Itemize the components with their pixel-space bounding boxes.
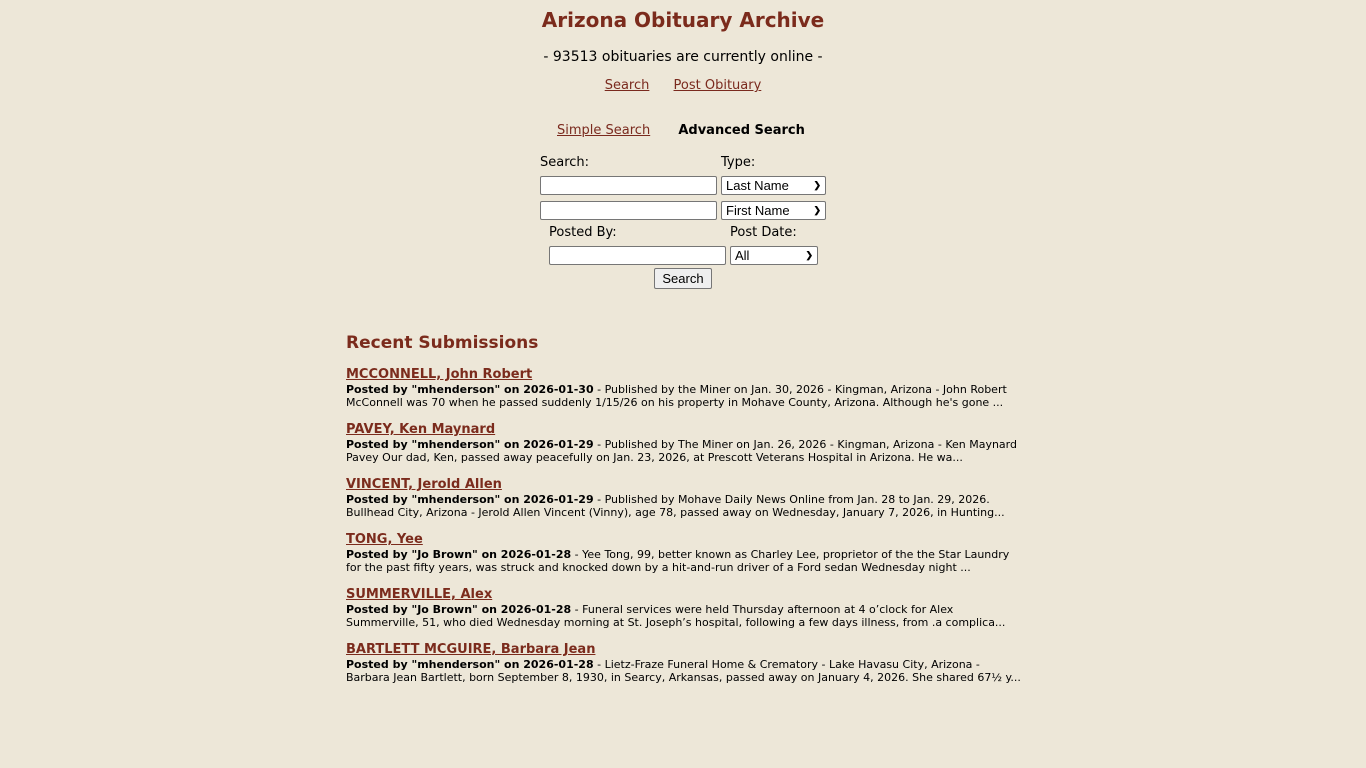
list-item: [346, 642, 1026, 684]
list-item: [346, 422, 1026, 464]
obituary-link[interactable]: PAVEY, Ken Maynard: [346, 422, 496, 437]
obituary-link[interactable]: MCCONNELL, John Robert: [346, 367, 533, 382]
obituary-summary: [346, 658, 1026, 684]
type-select-2-value: First Name: [726, 203, 790, 218]
list-item: [346, 367, 1026, 409]
obituary-link[interactable]: TONG, Yee: [346, 532, 423, 547]
posted-by-info: Posted by "mhenderson" on 2026-01-29: [346, 438, 594, 451]
obituary-summary: [346, 438, 1026, 464]
tab-simple-search[interactable]: Simple Search: [557, 123, 651, 138]
list-item: [346, 532, 1026, 574]
obituary-link[interactable]: SUMMERVILLE, Alex: [346, 587, 493, 602]
posted-by-info: Posted by "mhenderson" on 2026-01-29: [346, 493, 594, 506]
search-label: Search:: [540, 155, 590, 170]
search-submit-button[interactable]: Search: [654, 268, 712, 289]
obituary-summary: [346, 383, 1026, 409]
chevron-down-icon: ❯: [813, 180, 821, 190]
posted-by-info: Posted by "Jo Brown" on 2026-01-28: [346, 548, 572, 561]
list-item: [346, 477, 1026, 519]
type-select-1[interactable]: [721, 176, 826, 195]
obituary-link[interactable]: BARTLETT MCGUIRE, Barbara Jean: [346, 642, 596, 657]
post-date-label: Post Date:: [730, 225, 797, 240]
type-label: Type:: [721, 155, 756, 170]
obituary-summary: [346, 603, 1026, 629]
chevron-down-icon: ❯: [813, 205, 821, 215]
tab-advanced-search: Advanced Search: [678, 123, 805, 138]
chevron-down-icon: ❯: [805, 250, 813, 260]
posted-by-input[interactable]: [549, 246, 726, 265]
post-date-select-value: All: [735, 248, 750, 263]
top-nav: [0, 78, 1366, 93]
posted-by-info: Posted by "Jo Brown" on 2026-01-28: [346, 603, 572, 616]
obituary-excerpt: - Yee Tong, 99, better known as Charley Lee, proprietor of the the Star Laundry for the past fifty years, was struck and knocked down by a hit-and-run driver of a Ford sedan Wednesday night ...: [346, 548, 1010, 574]
search-input-2[interactable]: [540, 201, 717, 220]
search-mode-tabs: [557, 123, 805, 138]
obituary-excerpt: - Published by The Miner on Jan. 26, 2026 - Kingman, Arizona - Ken Maynard Pavey Our dad, Ken, passed away peacefully on Jan. 23, 2026, at Prescott Veterans Hospital in Arizona. He wa...: [346, 438, 1017, 464]
posted-by-label: Posted By:: [549, 225, 617, 240]
type-select-2[interactable]: [721, 201, 826, 220]
obituary-excerpt: - Funeral services were held Thursday afternoon at 4 o’clock for Alex Summerville, 51, who died Wednesday morning at St. Joseph’s hospital, following a few days illness, from .a complica...: [346, 603, 1006, 629]
obituary-summary: [346, 548, 1026, 574]
obituary-excerpt: - Lietz-Fraze Funeral Home & Crematory - Lake Havasu City, Arizona - Barbara Jean Bartlett, born September 8, 1930, in Searcy, Arkansas, passed away on January 4, 2026. She shared 67½ y...: [346, 658, 1021, 684]
site-title: Arizona Obituary Archive: [541, 8, 825, 32]
post-date-select[interactable]: [730, 246, 818, 265]
obituary-excerpt: - Published by the Miner on Jan. 30, 2026 - Kingman, Arizona - John Robert McConnell was 70 when he passed suddenly 1/15/26 on his property in Mohave County, Arizona. Although he's gone ...: [346, 383, 1007, 409]
nav-post-obituary-link[interactable]: Post Obituary: [673, 78, 762, 93]
type-select-1-value: Last Name: [726, 178, 789, 193]
obituary-excerpt: - Published by Mohave Daily News Online from Jan. 28 to Jan. 29, 2026. Bullhead City, Arizona - Jerold Allen Vincent (Vinny), age 78, passed away on Wednesday, January 7, 2026, in Hunting...: [346, 493, 1005, 519]
obituary-count: - 93513 obituaries are currently online -: [543, 49, 823, 65]
obituary-link[interactable]: VINCENT, Jerold Allen: [346, 477, 502, 492]
search-input-1[interactable]: [540, 176, 717, 195]
obituary-summary: [346, 493, 1026, 519]
recent-submissions: [346, 333, 1026, 697]
posted-by-info: Posted by "mhenderson" on 2026-01-30: [346, 383, 594, 396]
list-item: [346, 587, 1026, 629]
recent-submissions-heading: Recent Submissions: [346, 333, 539, 353]
posted-by-info: Posted by "mhenderson" on 2026-01-28: [346, 658, 594, 671]
nav-search-link[interactable]: Search: [604, 78, 650, 93]
